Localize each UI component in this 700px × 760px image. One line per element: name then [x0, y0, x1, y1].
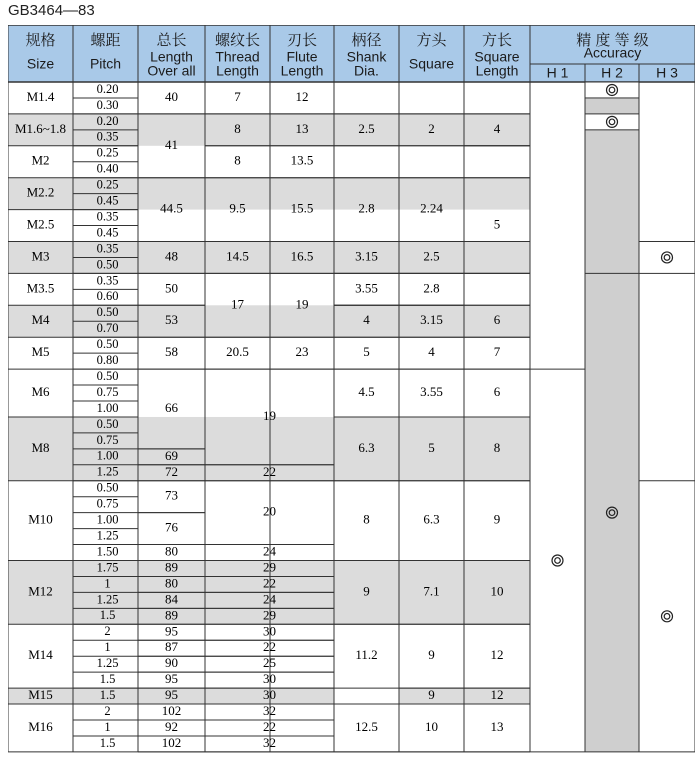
value-cell: 8: [234, 120, 241, 136]
header-cn-2: 总长: [156, 31, 187, 49]
value-cell: 2.8: [358, 200, 375, 216]
value-cell: 3.55: [420, 384, 443, 400]
pitch-cell: 1.00: [96, 448, 119, 463]
value-cell: 9: [363, 583, 370, 599]
value-cell: 4: [428, 344, 435, 360]
value-cell: 8: [493, 439, 501, 455]
value-cell: 9: [493, 511, 501, 527]
size-cell: M8: [31, 439, 50, 455]
size-cell: M2.5: [26, 216, 55, 232]
size-cell: M3: [31, 248, 50, 264]
value-cell: 41: [165, 136, 178, 152]
pitch-cell: 0.25: [96, 177, 119, 192]
standard-title: GB3464—83: [8, 2, 95, 19]
pitch-cell: 0.50: [96, 416, 119, 431]
pitch-cell: 1.5: [99, 687, 116, 702]
size-cell: M2: [31, 152, 50, 168]
header-en-6: Square: [408, 55, 455, 72]
value-cell: 66: [165, 399, 178, 415]
value-cell: 95: [165, 671, 178, 687]
value-cell: 5: [428, 439, 435, 455]
value-cell: 20.5: [226, 344, 249, 360]
size-cell: M1.6~1.8: [14, 120, 67, 136]
value-cell: 102: [161, 734, 182, 750]
value-cell: 2.8: [423, 280, 440, 296]
pitch-cell: 1.5: [99, 672, 116, 686]
empty-shank-m15: [334, 688, 399, 704]
value-cell: 7: [493, 344, 501, 360]
header-en-4-a: Flute: [286, 48, 318, 65]
value-cell: 4: [363, 312, 370, 328]
header-en-5-a: Shank: [346, 48, 387, 65]
value-cell: 2.5: [358, 120, 375, 136]
value-cell: 24: [263, 543, 276, 559]
value-cell: 7.1: [423, 583, 440, 599]
value-cell: 8: [234, 152, 241, 168]
pitch-cell: 1.00: [96, 400, 119, 415]
accuracy-box-h3: [639, 242, 695, 274]
header-en-5-b: Dia.: [354, 62, 379, 79]
value-cell: 4.5: [358, 384, 375, 400]
value-cell: 9: [428, 647, 435, 663]
spec-table-svg: [8, 25, 695, 755]
value-cell: 16.5: [290, 248, 314, 264]
h2-column-shade: [585, 82, 639, 752]
size-cell: M1.4: [26, 88, 55, 104]
pitch-cell: 0.75: [96, 496, 119, 511]
size-cell: M3.5: [26, 280, 55, 296]
pitch-cell: 1: [104, 719, 111, 734]
accuracy-mark-h3-outer: [662, 611, 673, 622]
value-cell: 23: [295, 344, 309, 360]
value-cell: 69: [165, 447, 178, 463]
pitch-cell: 0.50: [96, 257, 119, 272]
value-cell: 53: [165, 312, 178, 328]
value-cell: 9.5: [229, 200, 246, 216]
value-cell: 22: [263, 463, 276, 479]
header-en-0: Size: [26, 55, 55, 72]
value-cell: 9: [428, 687, 435, 703]
value-cell: 25: [263, 655, 276, 671]
value-cell: 15.5: [290, 200, 314, 216]
pitch-cell: 0.20: [96, 113, 119, 128]
header-cn-1: 螺距: [90, 31, 121, 49]
pitch-cell: 0.75: [96, 432, 119, 447]
value-cell: 20: [263, 503, 276, 519]
value-cell: 6.3: [423, 511, 440, 527]
header-grade-0: H 1: [546, 64, 569, 81]
pitch-cell: 0.35: [96, 209, 119, 224]
pitch-cell: 0.50: [96, 305, 119, 320]
header-grade-1: H 2: [601, 64, 623, 81]
value-cell: 19: [263, 407, 276, 423]
value-cell: 32: [263, 703, 276, 719]
value-cell: 84: [165, 591, 178, 607]
pitch-cell: 0.60: [96, 289, 119, 304]
value-cell: 3.15: [420, 312, 443, 328]
header-cn-0: 规格: [25, 31, 56, 49]
pitch-cell: 0.30: [96, 97, 119, 112]
size-cell: M12: [28, 583, 53, 599]
size-cell: M6: [31, 384, 50, 400]
pitch-cell: 0.25: [96, 145, 119, 160]
value-cell: 17: [231, 296, 244, 312]
tap-spec-table: [8, 25, 695, 755]
value-cell: 4: [493, 120, 501, 136]
value-cell: 29: [263, 559, 276, 575]
header-en-3-b: Length: [216, 62, 259, 79]
value-cell: 12: [295, 88, 309, 104]
header-accuracy-en: Accuracy: [583, 44, 642, 61]
accuracy-mark-h1-inner: [555, 558, 561, 564]
value-cell: 3.55: [355, 280, 378, 296]
value-cell: 10: [425, 718, 438, 734]
header-cn-4: 刃长: [286, 31, 318, 49]
header-cn-5: 柄径: [351, 31, 382, 49]
header-cn-7: 方长: [481, 31, 513, 49]
size-cell: M16: [28, 718, 53, 734]
value-cell: 5: [363, 344, 370, 360]
pitch-cell: 1.25: [96, 464, 119, 479]
pitch-cell: 0.80: [96, 353, 119, 367]
pitch-cell: 2: [104, 703, 111, 718]
value-cell: 95: [165, 623, 178, 639]
header-en-1: Pitch: [89, 55, 122, 72]
accuracy-mark-h3-inner: [664, 614, 670, 620]
value-cell: 14.5: [226, 248, 249, 264]
pitch-cell: 1: [104, 640, 111, 655]
value-cell: 29: [263, 607, 276, 623]
value-cell: 95: [165, 687, 178, 703]
value-cell: 30: [263, 623, 276, 639]
pitch-cell: 0.35: [96, 129, 119, 144]
value-cell: 44.5: [160, 200, 183, 216]
value-cell: 12: [490, 687, 504, 703]
size-cell: M4: [31, 312, 50, 328]
value-cell: 73: [165, 487, 178, 503]
header-en-4-b: Length: [280, 62, 324, 79]
pitch-cell: 0.50: [96, 480, 119, 495]
size-cell: M10: [28, 511, 53, 527]
value-cell: 24: [263, 591, 276, 607]
value-cell: 90: [165, 655, 178, 671]
pitch-cell: 0.50: [96, 337, 119, 352]
pitch-cell: 0.50: [96, 368, 119, 383]
value-cell: 6: [493, 312, 501, 328]
value-cell: 13: [295, 120, 309, 136]
value-cell: 13: [490, 718, 504, 734]
value-cell: 6: [493, 384, 501, 400]
accuracy-mark-h1-outer: [552, 555, 563, 566]
value-cell: 22: [263, 718, 276, 734]
size-cell: M14: [28, 647, 53, 663]
pitch-cell: 0.20: [96, 81, 119, 96]
pitch-cell: 0.45: [96, 193, 119, 208]
value-cell: 22: [263, 639, 276, 655]
header-grade-2: H 3: [656, 64, 678, 81]
pitch-cell: 1.50: [96, 544, 119, 559]
value-cell: 2.5: [423, 248, 440, 264]
value-cell: 13.5: [290, 152, 314, 168]
header-en-2-a: Length: [150, 48, 193, 65]
value-cell: 72: [165, 463, 178, 479]
size-cell: M5: [31, 344, 50, 360]
value-cell: 12.5: [355, 718, 378, 734]
pitch-cell: 1.75: [96, 560, 119, 575]
value-cell: 22: [263, 575, 276, 591]
value-cell: 30: [263, 687, 276, 703]
pitch-cell: 0.45: [96, 225, 119, 240]
pitch-cell: 1: [104, 576, 111, 591]
pitch-cell: 0.35: [96, 273, 119, 288]
value-cell: 102: [161, 703, 182, 719]
pitch-cell: 0.70: [96, 321, 119, 336]
header-accuracy-cn: 精 度 等 级: [576, 31, 649, 49]
value-cell: 87: [165, 639, 178, 655]
pitch-cell: 2: [104, 624, 111, 639]
value-cell: 3.15: [355, 248, 378, 264]
pitch-cell: 1.5: [99, 608, 116, 623]
value-cell: 30: [263, 671, 276, 687]
value-cell: 58: [165, 344, 178, 360]
value-cell: 2.24: [420, 200, 443, 216]
pitch-cell: 0.35: [96, 241, 119, 256]
value-cell: 19: [295, 296, 309, 312]
value-cell: 6.3: [358, 439, 375, 455]
pitch-cell: 1.25: [96, 656, 119, 671]
size-cell: M2.2: [26, 184, 55, 200]
header-en-3-a: Thread: [215, 48, 260, 65]
value-cell: 80: [165, 575, 178, 591]
pitch-cell: 1.5: [99, 735, 116, 750]
pitch-cell: 0.40: [96, 161, 119, 176]
value-cell: 8: [363, 511, 370, 527]
value-cell: 11.2: [355, 647, 378, 663]
value-cell: 2: [428, 120, 435, 136]
value-cell: 48: [165, 248, 178, 264]
pitch-cell: 1.25: [96, 592, 119, 607]
header-cn-3: 螺纹长: [214, 31, 261, 49]
value-cell: 5: [493, 216, 501, 232]
pitch-cell: 0.75: [96, 384, 119, 399]
value-cell: 76: [165, 519, 178, 535]
header-cn-6: 方头: [416, 31, 447, 49]
header-en-2-b: Over all: [147, 62, 196, 79]
value-cell: 10: [490, 583, 504, 599]
pitch-cell: 1.25: [96, 528, 119, 543]
value-cell: 40: [165, 88, 178, 104]
value-cell: 32: [263, 734, 276, 750]
pitch-cell: 1.00: [96, 512, 119, 527]
value-cell: 12: [490, 647, 504, 663]
value-cell: 7: [234, 88, 241, 104]
value-cell: 92: [165, 718, 178, 734]
header-en-7-b: Length: [475, 62, 519, 79]
value-cell: 89: [165, 559, 178, 575]
value-cell: 80: [165, 543, 178, 559]
size-cell: M15: [28, 687, 53, 703]
value-cell: 89: [165, 607, 178, 623]
header-en-7-a: Square: [474, 48, 520, 65]
value-cell: 50: [165, 280, 178, 296]
